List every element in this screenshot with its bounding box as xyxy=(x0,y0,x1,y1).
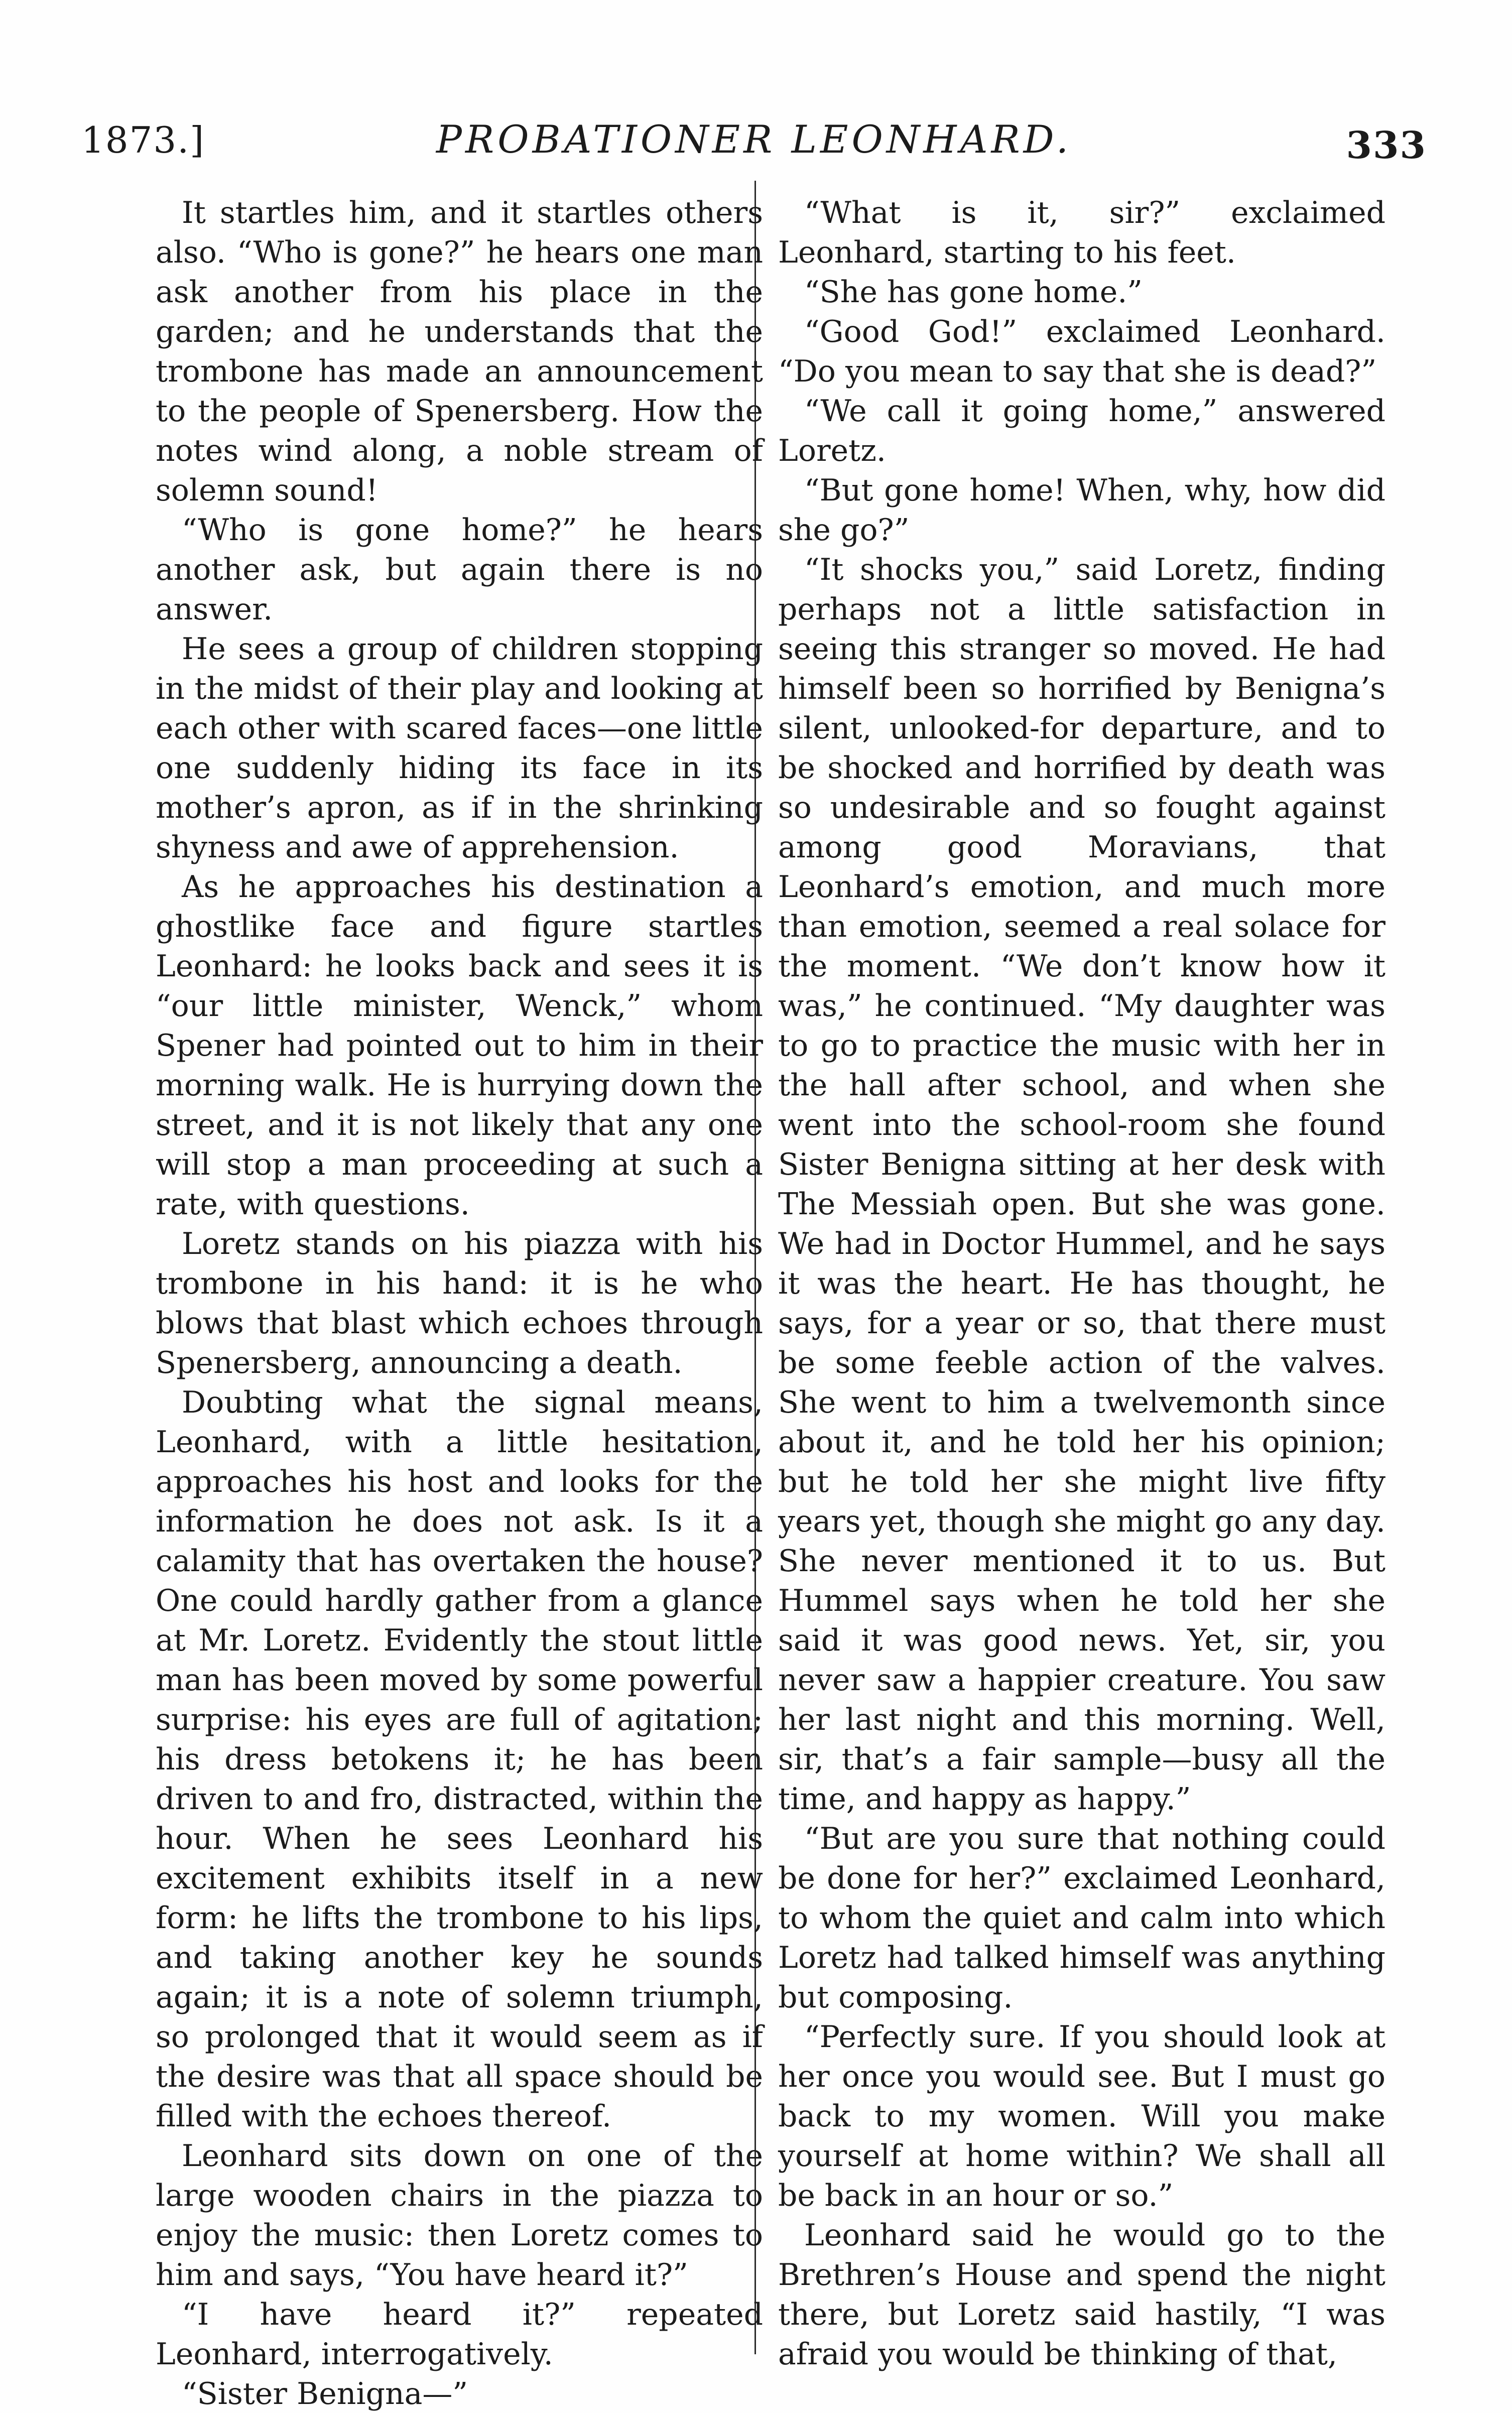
paragraph: Loretz stands on his piazza with his trombone in his hand: it is he who blows that blast which echoes through Spenersberg, announcing a death. xyxy=(156,1226,763,1380)
paragraph: As he approaches his destination a ghostlike face and figure startles Leonhard: he looks back and sees it is “our little minister, Wenck,” whom Spener had pointed out to him in their morning walk. He is hurrying down the street, and it is not likely that any one will stop a man proceeding at such a rate, with questions. xyxy=(156,869,763,1222)
header-year: 1873.] xyxy=(81,119,205,161)
paragraph: “But are you sure that nothing could be done for her?” exclaimed Leonhard, to whom the quiet and calm into which Loretz had talked himself was anything but composing. xyxy=(778,1821,1385,2015)
header-title: PROBATIONER LEONHARD. xyxy=(436,117,1072,162)
paragraph: “What is it, sir?” exclaimed Leonhard, starting to his feet. xyxy=(778,195,1385,270)
paragraph: Doubting what the signal means, Leonhard, with a little hesitation, approaches his host and looks for the information he does not ask. Is it a calamity that has overtaken the house? One could hardly gather from a glance at Mr. Loretz. Evidently the stout little man has been moved by some powerful surprise: his eyes are full of agitation; his dress betokens it; he has been driven to and fro, distracted, within the hour. When he sees Leonhard his excitement exhibits itself in a new form: he lifts the trombone to his lips, and taking another key he sounds again; it is a note of solemn triumph, so prolonged that it would seem as if the desire was that all space should be filled with the echoes thereof. xyxy=(156,1385,763,2134)
paragraph: “She has gone home.” xyxy=(804,275,1143,310)
paragraph: Leonhard sits down on one of the large wooden chairs in the piazza to enjoy the music: then Loretz comes to him and says, “You have heard it?” xyxy=(156,2138,763,2293)
paragraph: “We call it going home,” answered Loretz. xyxy=(778,394,1385,468)
paragraph: “Sister Benigna—” xyxy=(182,2376,468,2411)
running-header xyxy=(81,103,1427,173)
paragraph: It startles him, and it startles others also. “Who is gone?” he hears one man ask another from his place in the garden; and he understands that the trombone has made an announcement to the people of Spenersberg. How the notes wind along, a noble stream of solemn sound! xyxy=(156,195,763,508)
paragraph: “It shocks you,” said Loretz, finding perhaps not a little satisfaction in seeing this stranger so moved. He had himself been so horrified by Benigna’s silent, unlooked-for departure, and to be shocked and horrified by death was so undesirable and so fought against among good Moravians, that Leonhard’s emotion, and much more than emotion, seemed a real solace for the moment. “We don’t know how it was,” he continued. “My daughter was to go to practice the music with her in the hall after school, and when she went into the school-room she found Sister Benigna sitting at her desk with The Messiah open. But she was gone. We had in Doctor Hummel, and he says it was the heart. He has thought, he says, for a year or so, that there must be some feeble action of the valves. She went to him a twelvemonth since about it, and he told her his opinion; but he told her she might live fifty years yet, though she might go any day. She never mentioned it to us. But Hummel says when he told her she said it was good news. Yet, sir, you never saw a happier creature. You saw her last night and this morning. Well, sir, that’s a fair sample—busy all the time, and happy as happy.” xyxy=(778,552,1385,1817)
paragraph: “Who is gone home?” he hears another ask, but again there is no answer. xyxy=(156,513,763,627)
right-column xyxy=(778,193,1385,2374)
paragraph: “Good God!” exclaimed Leonhard. “Do you mean to say that she is dead?” xyxy=(778,314,1385,389)
paragraph: He sees a group of children stopping in the midst of their play and looking at each other with scared faces—one little one suddenly hiding its face in its mother’s apron, as if in the shrinking shyness and awe of apprehension. xyxy=(156,631,763,865)
paragraph: “I have heard it?” repeated Leonhard, interrogatively. xyxy=(156,2297,763,2372)
left-column xyxy=(156,193,763,2414)
paragraph: “But gone home! When, why, how did she go?” xyxy=(778,473,1385,548)
paragraph: “Perfectly sure. If you should look at her once you would see. But I must go back to my women. Will you make yourself at home within? We shall all be back in an hour or so.” xyxy=(778,2019,1385,2213)
paragraph: Leonhard said he would go to the Brethren’s House and spend the night there, but Loretz said hastily, “I was afraid you would be thinking of that, xyxy=(778,2218,1385,2372)
page-number: 333 xyxy=(1346,124,1427,167)
